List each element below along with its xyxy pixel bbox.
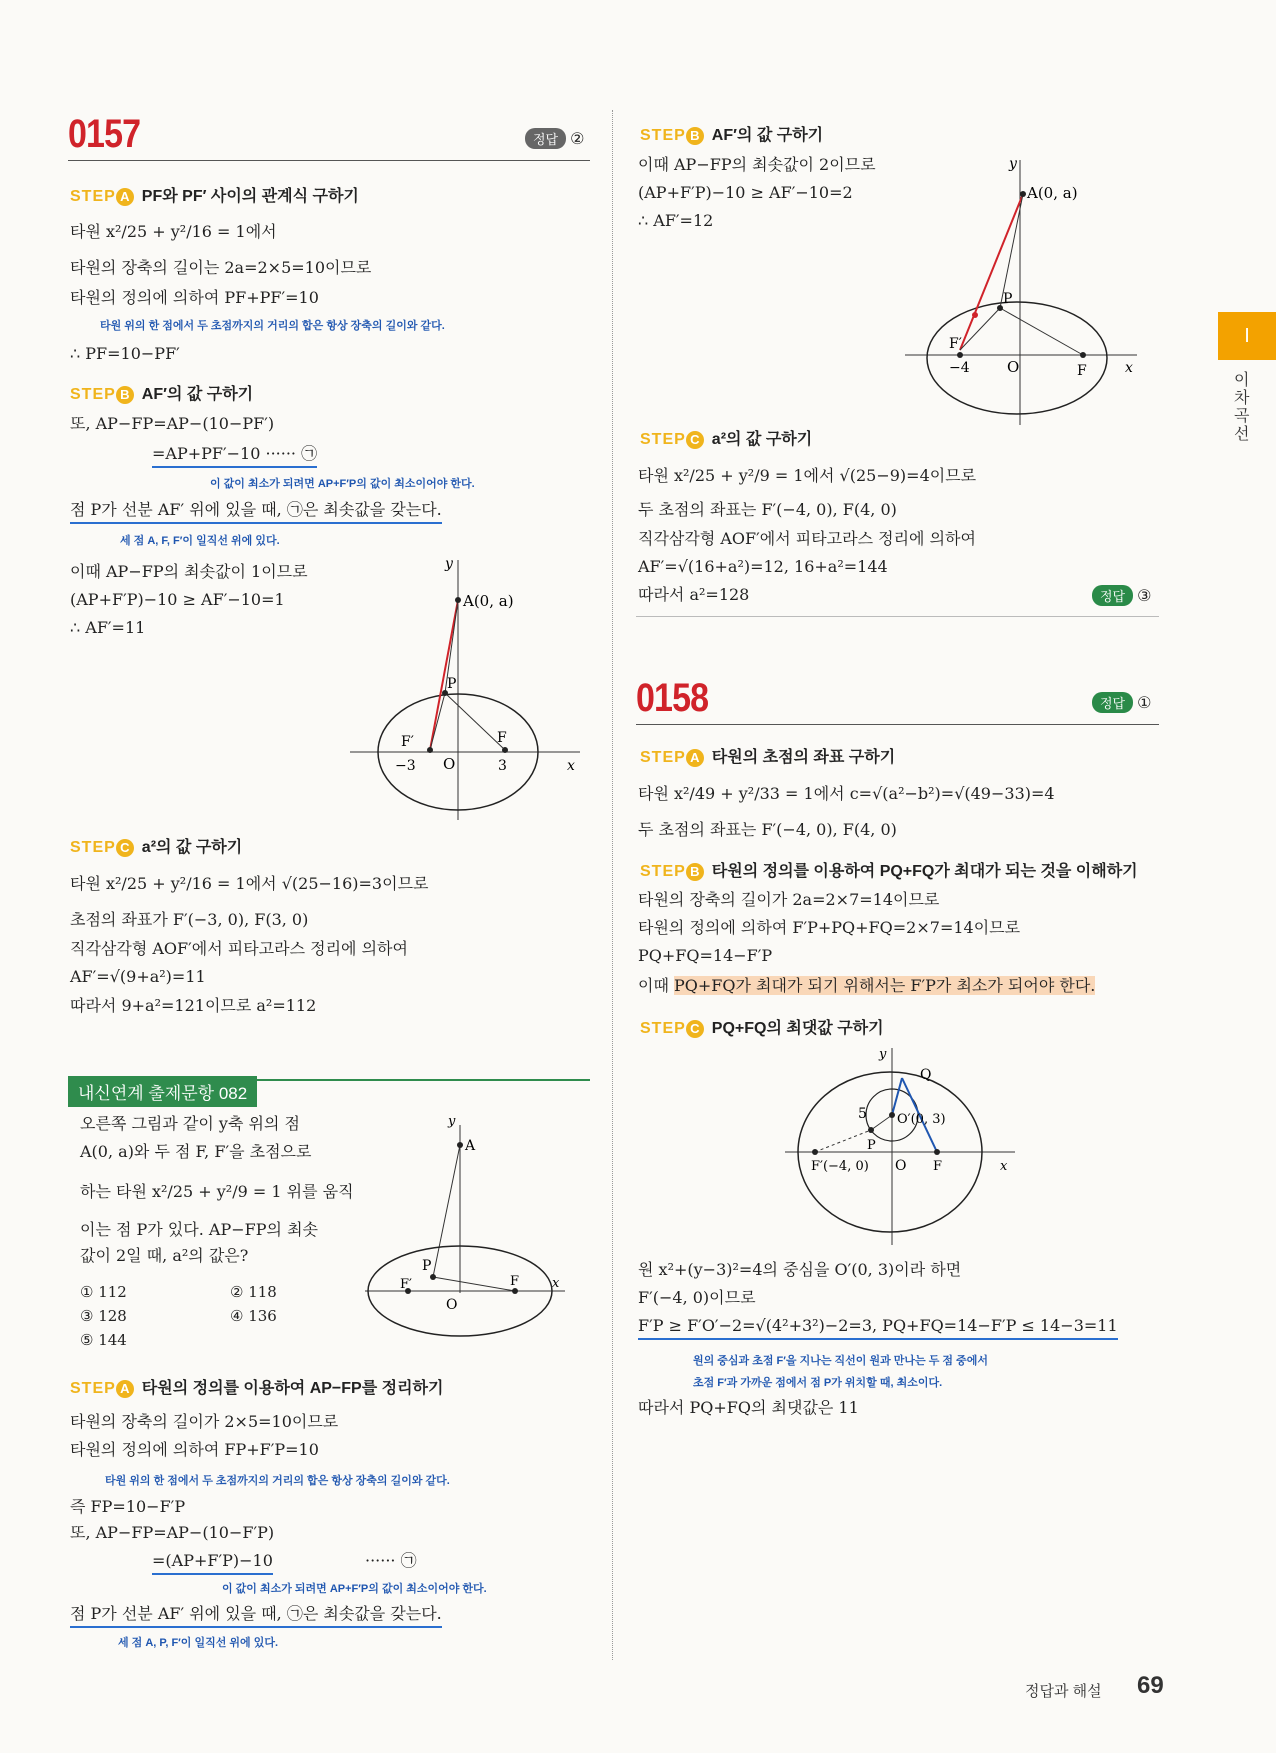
text-line: 또, AP−FP=AP−(10−PF′) [70,414,275,433]
annotation-note: 세 점 A, F, F′이 일직선 위에 있다. [120,535,280,547]
choice-4[interactable]: ④ 136 [230,1307,277,1325]
text-line: ∴ AF′=11 [70,618,146,637]
divider [636,724,1159,725]
text-line: F′(−4, 0)이므로 [638,1288,756,1307]
label-A: A(0, a) [1027,184,1078,202]
step-c-heading: STEP C a²의 값 구하기 [70,839,243,856]
annotation-note: 이 값이 최소가 되려면 AP+F′P의 값이 최소이어야 한다. [222,1583,487,1595]
text-line: 이때 AP−FP의 최솟값이 2이므로 [638,155,876,174]
question-line: 이는 점 P가 있다. AP−FP의 최솟 [80,1220,318,1239]
label-P: P [447,676,457,692]
label-F: F [1077,363,1087,379]
annotation-note: 이 값이 최소가 되려면 AP+F′P의 값이 최소이어야 한다. [210,478,475,490]
text-line: 직각삼각형 AOF′에서 피타고라스 정리에 의하여 [70,939,408,958]
step-b-heading: STEP B AF′의 값 구하기 [70,386,254,403]
answer-cont: 정답 ③ [1092,585,1151,606]
question-line: 값이 2일 때, a²의 값은? [80,1246,249,1265]
label-x: x [552,1276,560,1291]
answer-0158: 정답 ① [1092,692,1151,713]
text-line: 타원의 정의에 의하여 FP+F′P=10 [70,1440,319,1459]
text-line: ∴ PF=10−PF′ [70,344,180,363]
label-x: x [567,758,575,774]
text-line: 즉 FP=10−F′P [70,1497,186,1516]
chapter-label: 이차곡선 [1234,372,1250,443]
label-y: y [448,1114,456,1129]
ellipse-circle-figure-0158 [775,1040,1025,1250]
answer-badge: 정답 [525,128,566,149]
text-line: ······ ㉠ [365,1551,417,1570]
label-y: y [445,556,453,572]
label-5: 5 [858,1106,867,1122]
text-line: 따라서 a²=128 [638,585,750,604]
label-x: x [1125,360,1133,376]
label-Q: Q [920,1067,932,1083]
choice-2[interactable]: ② 118 [230,1283,277,1301]
answer-0157 [525,128,584,149]
annotation-note: 초점 F′과 가까운 점에서 점 P가 위치할 때, 최소이다. [693,1377,943,1389]
ellipse-figure-082-lower [360,1230,575,1340]
text-line: 두 초점의 좌표는 F′(−4, 0), F(4, 0) [638,820,897,839]
p158-step-a-heading: STEP A 타원의 초점의 좌표 구하기 [640,749,896,766]
text-line: (AP+F′P)−10 ≥ AF′−10=1 [70,590,285,609]
text-line: 점 P가 선분 AF′ 위에 있을 때, ㉠은 최솟값을 갖는다. [70,498,442,524]
text-line: 이때 PQ+FQ가 최대가 되기 위해서는 F′P가 최소가 되어야 한다. [638,976,1096,995]
text-line: (AP+F′P)−10 ≥ AF′−10=2 [638,183,853,202]
label-O: O [443,755,456,773]
text-line: AF′=√(9+a²)=11 [70,967,206,986]
problem-number-0158: 0158 [636,676,709,720]
label-P: P [1003,291,1013,307]
ellipse-figure-0157 [345,550,585,825]
label-O: O [895,1158,907,1174]
text-line: 타원 x²/25 + y²/16 = 1에서 √(25−16)=3이므로 [70,874,429,893]
text-line: 이때 AP−FP의 최솟값이 1이므로 [70,562,308,581]
choice-1[interactable]: ① 112 [80,1283,127,1301]
highlight: PQ+FQ가 최대가 되기 위해서는 F′P가 최소가 되어야 한다. [674,976,1096,995]
annotation-note: 세 점 A, P, F′이 일직선 위에 있다. [118,1637,279,1649]
text-line: 따라서 PQ+FQ의 최댓값은 11 [638,1398,859,1417]
text-line: 타원의 장축의 길이가 2×5=10이므로 [70,1412,339,1431]
annotation-note: 타원 위의 한 점에서 두 초점까지의 거리의 합은 항상 장축의 길이와 같다. [105,1475,450,1487]
text-line: 따라서 9+a²=121이므로 a²=112 [70,996,317,1015]
text-line: 타원 x²/25 + y²/16 = 1에서 [70,222,277,241]
answer-value: ② [570,129,585,148]
label-F1: F′(−4, 0) [811,1159,869,1174]
text-line: 초점의 좌표가 F′(−3, 0), F(3, 0) [70,910,309,929]
text-line: 타원의 정의에 의하여 F′P+PQ+FQ=2×7=14이므로 [638,918,1021,937]
label-O1: O′(0, 3) [897,1112,946,1127]
label-F1: F′ [401,734,414,750]
text-line: =AP+PF′−10 ······ ㉠ [152,442,317,468]
cont-step-c-heading: STEP C a²의 값 구하기 [640,431,813,448]
text-line: ∴ AF′=12 [638,211,714,230]
choice-3[interactable]: ③ 128 [80,1307,127,1325]
problem-number-0157: 0157 [68,112,141,156]
text-line: 타원의 장축의 길이가 2a=2×7=14이므로 [638,890,940,909]
label-F1: F′ [949,336,962,352]
text-line: 타원 x²/25 + y²/9 = 1에서 √(25−9)=4이므로 [638,466,977,485]
question-line: 오른쪽 그림과 같이 y축 위의 점 [80,1114,300,1133]
annotation-note: 타원 위의 한 점에서 두 초점까지의 거리의 합은 항상 장축의 길이와 같다. [100,320,445,332]
text-line: 또, AP−FP=AP−(10−F′P) [70,1523,275,1542]
chapter-tab[interactable]: I [1218,312,1276,360]
label-minus4: −4 [949,360,970,376]
page-number: 69 [1137,1672,1164,1699]
p158-step-c-heading: STEP C PQ+FQ의 최댓값 구하기 [640,1020,884,1037]
divider [68,160,590,161]
p158-step-b-heading: STEP B 타원의 정의를 이용하여 PQ+FQ가 최대가 되는 것을 이해하기 [640,863,1138,880]
step-a-heading: STEP A PF와 PF′ 사이의 관계식 구하기 [70,188,359,205]
label-A: A [465,1138,476,1154]
choice-5[interactable]: ⑤ 144 [80,1331,127,1349]
ellipse-figure-0157b [905,150,1145,425]
text-line: F′P ≥ F′O′−2=√(4²+3²)−2=3, PQ+FQ=14−F′P ≤ 14−3=11 [638,1314,1118,1340]
text-line: 타원 x²/49 + y²/33 = 1에서 c=√(a²−b²)=√(49−33)=4 [638,784,1055,803]
label-y: y [879,1047,887,1062]
sol-step-a-heading: STEP A 타원의 정의를 이용하여 AP−FP를 정리하기 [70,1380,444,1397]
label-F1: F′ [400,1277,412,1292]
text-line: =(AP+F′P)−10 [152,1549,273,1575]
label-P: P [422,1258,432,1274]
label-O: O [1007,358,1020,376]
text-line: 점 P가 선분 AF′ 위에 있을 때, ㉠은 최솟값을 갖는다. [70,1602,442,1628]
text-line: AF′=√(16+a²)=12, 16+a²=144 [638,557,888,576]
question-line: 하는 타원 x²/25 + y²/9 = 1 위를 움직 [80,1182,354,1201]
text-line: 원 x²+(y−3)²=4의 중심을 O′(0, 3)이라 하면 [638,1260,962,1279]
label-O: O [446,1297,458,1313]
text-line: 두 초점의 좌표는 F′(−4, 0), F(4, 0) [638,500,897,519]
box-heading: 내신연계 출제문항 082 [68,1076,257,1107]
text-line: 직각삼각형 AOF′에서 피타고라스 정리에 의하여 [638,529,976,548]
text-line: 타원의 정의에 의하여 PF+PF′=10 [70,288,319,307]
text-line: PQ+FQ=14−F′P [638,946,773,965]
label-F: F [497,730,507,746]
text-line: 타원의 장축의 길이는 2a=2×5=10이므로 [70,258,372,277]
label-3: 3 [498,758,507,774]
label-F: F [510,1274,520,1289]
label-A: A(0, a) [463,592,514,610]
annotation-note: 원의 중심과 초점 F′을 지나는 직선이 원과 만나는 두 점 중에서 [693,1355,988,1367]
question-line: A(0, a)와 두 점 F, F′을 초점으로 [80,1142,312,1161]
divider [636,616,1159,617]
label-P: P [867,1138,876,1153]
footer-label: 정답과 해설 [1025,1683,1102,1700]
label-F: F [933,1159,943,1174]
box-rule [68,1079,590,1081]
column-divider [612,110,613,1660]
label-x: x [1000,1159,1008,1174]
label-y: y [1009,156,1017,172]
label-minus3: −3 [395,758,416,774]
cont-step-b-heading: STEP B AF′의 값 구하기 [640,127,824,144]
